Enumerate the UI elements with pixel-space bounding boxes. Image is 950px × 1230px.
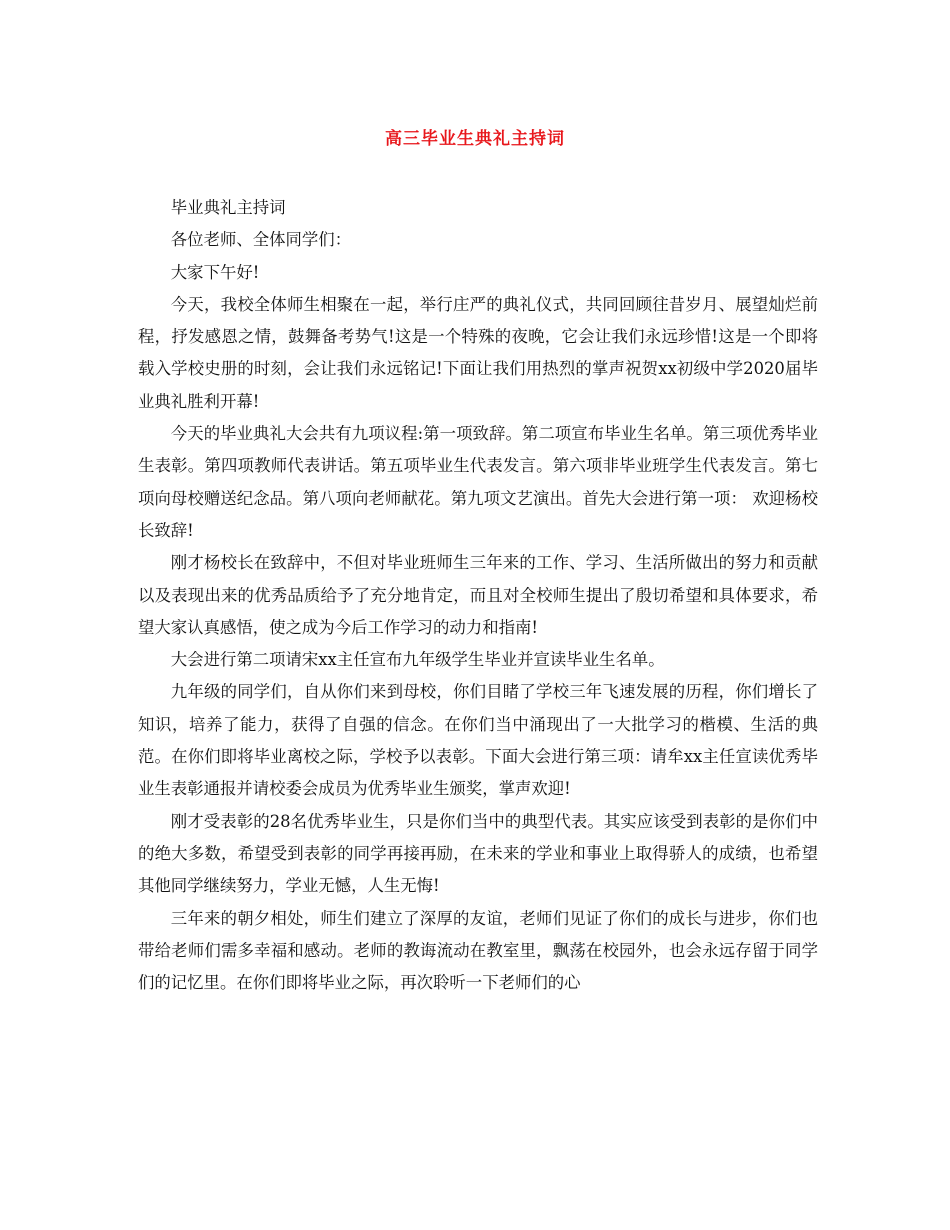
document-body	[138, 192, 818, 999]
paragraph-second-item: 大会进行第二项请宋xx主任宣布九年级学生毕业并宣读毕业生名单。	[170, 650, 665, 670]
document-title: 高三毕业生典礼主持词	[385, 129, 565, 149]
paragraph-salutation: 各位老师、全体同学们：	[170, 230, 352, 250]
paragraph-awardees: 刚才受表彰的28名优秀毕业生，只是你们当中的典型代表。其实应该受到表彰的是你们中的绝大多数，希望受到表彰的同学再接再励，在未来的学业和事业上取得骄人的成绩，也希望其他同学继续努力，学业无憾，人生无悔!	[138, 811, 818, 896]
paragraph-agenda: 今天的毕业典礼大会共有九项议程:第一项致辞。第二项宣布毕业生名单。第三项优秀毕业生表彰。第四项教师代表讲话。第五项毕业生代表发言。第六项非毕业班学生代表发言。第七项向母校赠送纪念品。第八项向老师献花。第九项文艺演出。首先大会进行第一项： 欢迎杨校长致辞!	[138, 424, 818, 540]
paragraph-third-item: 九年级的同学们，自从你们来到母校，你们目睹了学校三年飞速发展的历程，你们增长了知识，培养了能力，获得了自强的信念。在你们当中涌现出了一大批学习的楷模、生活的典范。在你们即将毕业离校之际，学校予以表彰。下面大会进行第三项：请牟xx主任宣读优秀毕业生表彰通报并请校委会成员为优秀毕业生颁奖，掌声欢迎!	[138, 682, 818, 799]
paragraph-teachers: 三年来的朝夕相处，师生们建立了深厚的友谊，老师们见证了你们的成长与进步，你们也带给老师们需多幸福和感动。老师的教诲流动在教室里，飘荡在校园外，也会永远存留于同学们的记忆里。在你们即将毕业之际，再次聆听一下老师们的心	[138, 908, 818, 993]
paragraph-heading: 毕业典礼主持词	[170, 198, 286, 217]
paragraph-greeting: 大家下午好!	[170, 262, 260, 282]
paragraph-principal-remarks: 刚才杨校长在致辞中，不但对毕业班师生三年来的工作、学习、生活所做出的努力和贡献以及表现出来的优秀品质给予了充分地肯定，而且对全校师生提出了殷切希望和具体要求，希望大家认真感悟，使之成为今后工作学习的动力和指南!	[138, 553, 818, 637]
paragraph-opening: 今天，我校全体师生相聚在一起，举行庄严的典礼仪式，共同回顾往昔岁月、展望灿烂前程，抒发感恩之情，鼓舞备考势气!这是一个特殊的夜晚，它会让我们永远珍惜!这是一个即将载入学校史册的时刻，会让我们永远铭记!下面让我们用热烈的掌声祝贺xx初级中学2020届毕业典礼胜利开幕!	[138, 294, 818, 411]
